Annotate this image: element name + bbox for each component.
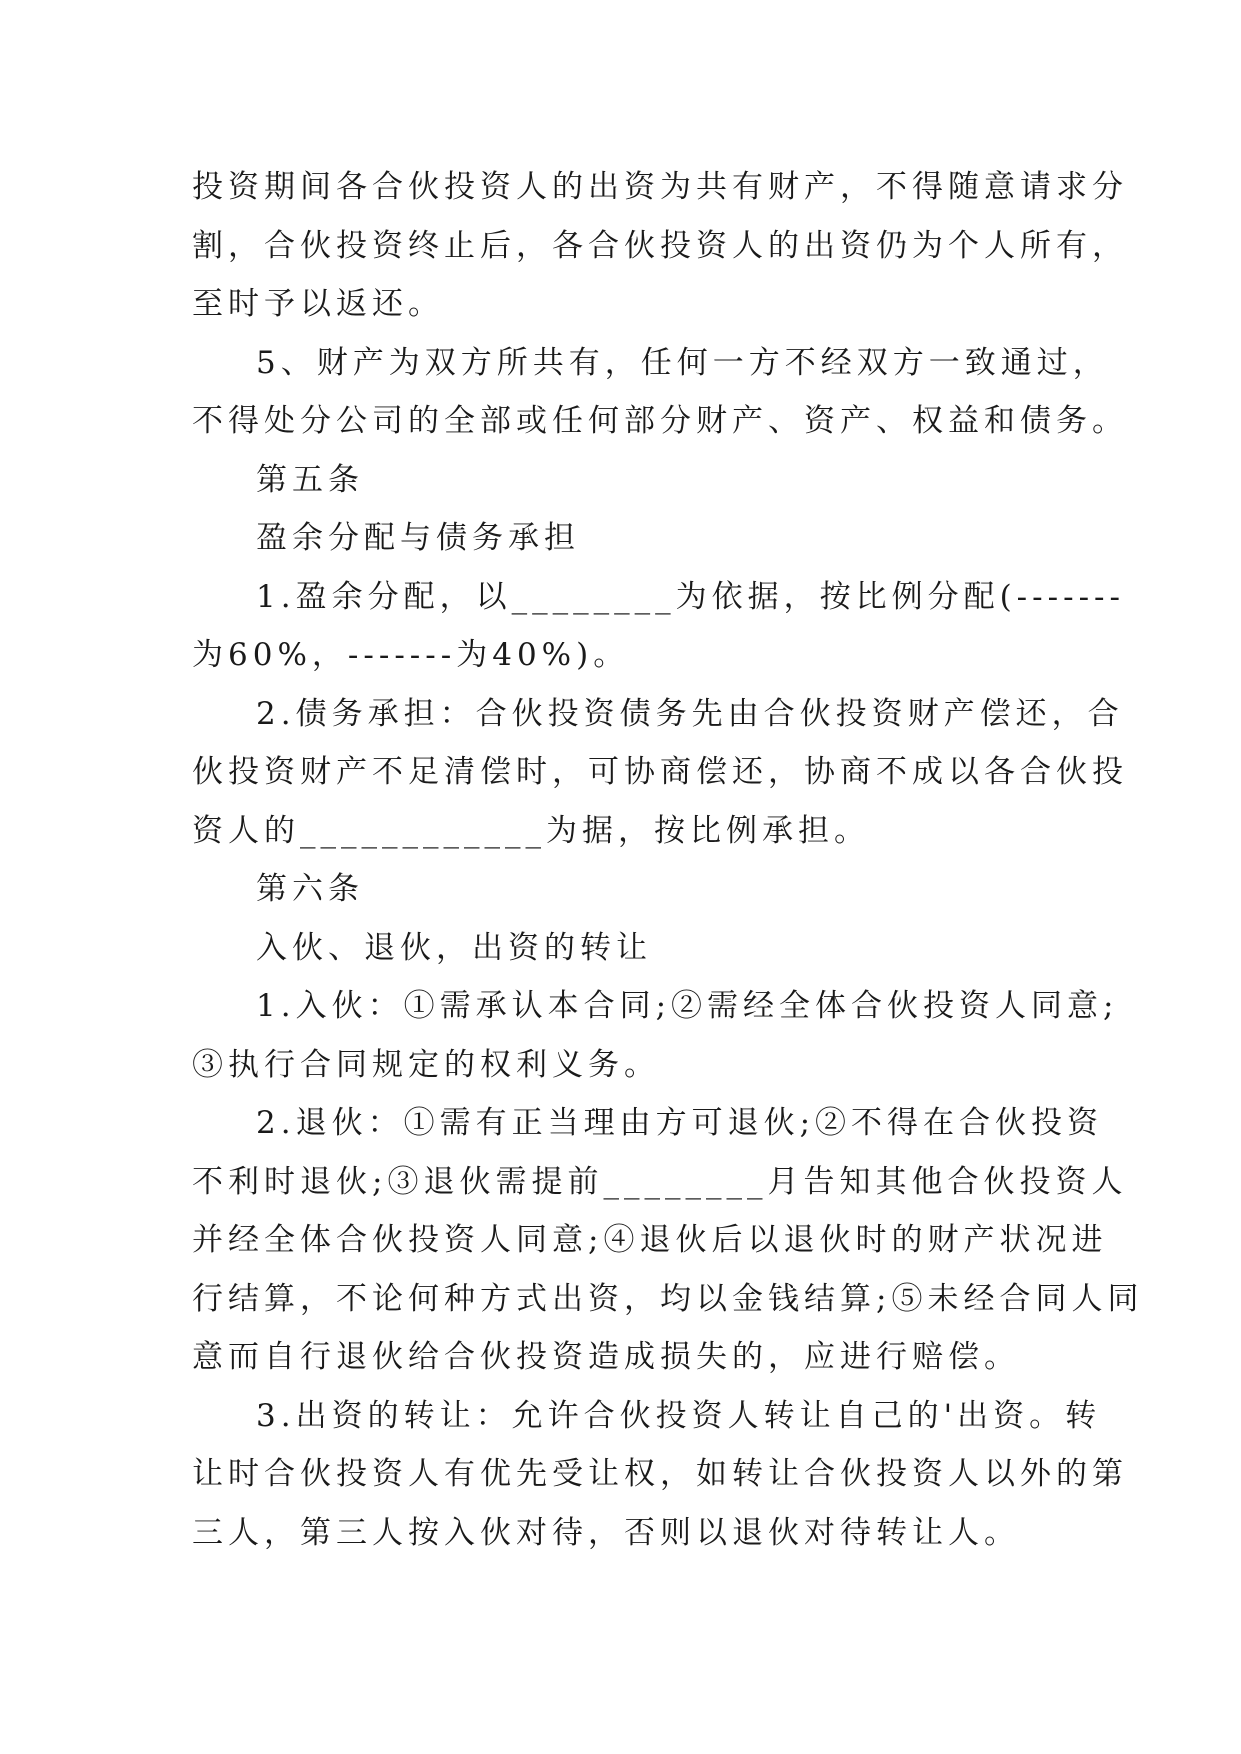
text-line: 为60%，-------为40%)。 [192,637,630,673]
article-5-title: 盈余分配与债务承担 [256,520,580,556]
text-line: 三人，第三人按入伙对待，否则以退伙对待转让人。 [192,1514,1020,1551]
text-line: 资人的____________为据，按比例承担。 [192,812,870,849]
text-line: 投资期间各合伙投资人的出资为共有财产，不得随意请求分 [192,169,1128,205]
withdrawal-line: 2.退伙：①需有正当理由方可退伙;②不得在合伙投资 [256,1105,1104,1141]
text-line: 不得处分公司的全部或任何部分财产、资产、权益和债务。 [192,403,1128,439]
text-line: 不利时退伙;③退伙需提前________月告知其他合伙投资人 [192,1163,1128,1200]
text-line: 行结算，不论何种方式出资，均以金钱结算;⑤未经合同人同 [192,1280,1144,1317]
article-5-heading: 第五条 [256,461,364,498]
joining-line: 1.入伙：①需承认本合同;②需经全体合伙投资人同意; [256,988,1119,1024]
article-6-heading: 第六条 [256,871,364,907]
clause-5-line: 5、财产为双方所共有，任何一方不经双方一致通过， [256,344,1109,381]
article-6-title: 入伙、退伙，出资的转让 [256,929,652,966]
text-line: ③执行合同规定的权利义务。 [192,1046,660,1083]
text-line: 意而自行退伙给合伙投资造成损失的，应进行赔偿。 [192,1339,1020,1375]
text-line: 割，合伙投资终止后，各合伙投资人的出资仍为个人所有， [192,227,1128,264]
text-line: 至时予以返还。 [192,286,444,322]
text-line: 让时合伙投资人有优先受让权，如转让合伙投资人以外的第 [192,1456,1128,1492]
capital-transfer-line: 3.出资的转让：允许合伙投资人转让自己的'出资。转 [256,1397,1102,1434]
text-line: 并经全体合伙投资人同意;④退伙后以退伙时的财产状况进 [192,1222,1108,1258]
debt-bearing-line: 2.债务承担：合伙投资债务先由合伙投资财产偿还，合 [256,695,1124,732]
document-body [192,158,1144,1562]
text-line: 伙投资财产不足清偿时，可协商偿还，协商不成以各合伙投 [192,754,1128,790]
profit-distribution-line: 1.盈余分配，以________为依据，按比例分配(------- [256,578,1125,615]
